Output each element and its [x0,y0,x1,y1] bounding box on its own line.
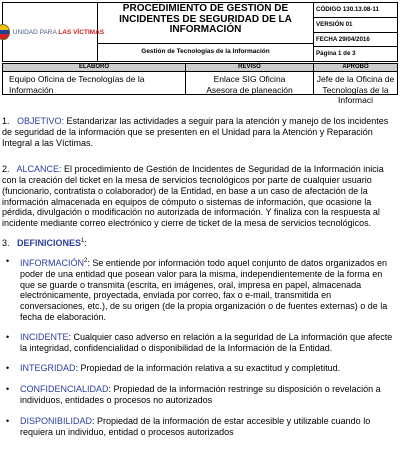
col-header-reviso: REVISÓ [186,64,314,71]
definition-term: DISPONIBILIDAD [20,416,93,426]
document-title: PROCEDIMIENTO DE GESTIÓN DE INCIDENTES DE SEGURIDAD DE LA INFORMACIÓN [98,3,313,44]
definition-text-line: fecha de elaboración. [20,311,107,322]
document-version: VERSIÓN 01 [314,18,397,33]
definition-text-line: la integridad, confidencialidad o disponibilidad de la Información de la Entidad. [20,342,333,353]
definition-term: INFORMACIÓN [20,258,84,268]
section-objetivo-body [2,127,398,149]
document-code: CÓDIGO 130.13.08-11 [314,3,397,18]
approval-header-row [3,64,397,72]
definition-text-line: que se guarde o transmita (escrita, en imágenes, oral, impresa en papel, almacenada [20,279,362,290]
bullet-icon: • [6,332,10,342]
definition-integridad [20,363,394,374]
unidad-victimas-logo [0,24,104,40]
section-text-line: Integral a las Víctimas. [2,137,94,148]
definition-text-line: electrónicamente, proyectada, enviada por correo, fax o e-mail, transmitida en [20,290,332,301]
section-text-line: Estandarizar las actividades a seguir para la atención y manejo de los incidentes [64,116,389,126]
section-number: 3. [2,238,18,248]
section-number: 2. [2,164,17,174]
section-text-line: (funcionario, contratista o colaborador) de la Entidad, en base a un caso de afectación de la [2,185,368,196]
section-title: OBJETIVO: [17,116,65,126]
section-text-line: información almacenada en equipos de cómputo o sistemas de información, que ocasione la [2,196,372,207]
cell-elaboro [3,72,186,94]
definition-text-line: : Propiedad de la información de estar accesible y utilizable cuando lo [92,416,371,426]
section-title-colon: : [84,238,87,248]
section-text-line: con la creación del ticket en la mesa de servicios tecnológicos por parte de cualquier usuario [2,175,372,185]
cell-reviso-line: Asesora de planeación [206,85,293,95]
definition-text-line: : Propiedad de la información relativa a su exactitud y completitud. [75,363,341,373]
definition-text-line: : Cualquier caso adverso en relación a la seguridad de La información que afecte [68,332,393,342]
document-header [2,2,398,62]
definition-text-line: individuos, entidades o procesos no autorizados [20,394,213,405]
title-cell [98,3,314,61]
bullet-icon: • [6,363,10,373]
cell-aprobo [314,72,397,105]
definition-term: INTEGRIDAD [20,363,76,373]
definition-text-line: : Propiedad de la información restringe su disposición o revelación a [108,384,381,394]
document-date: FECHA 29/04/2016 [314,33,397,48]
process-name: Gestión de Tecnologías de la Información [141,48,270,55]
approval-table [2,63,398,105]
colombia-seal-icon [0,24,10,40]
cell-reviso-line: Enlace SIG Oficina [213,74,286,84]
definition-informacion [20,256,394,323]
definition-term: INCIDENTE [20,332,69,342]
section-text-line: incidente mediante correo electrónico y cierre de ticket de la mesa de servicios tecnológicos. [2,218,372,229]
cell-aprobo-line: Jefe de la Oficina de [316,74,395,84]
section-title: ALCANCE: [16,164,62,174]
definition-incidente [20,332,394,354]
cell-reviso [186,72,314,94]
approval-body-row [3,72,397,105]
col-header-elaboro: ELABORÓ [3,64,186,71]
section-text-line: El procedimiento de Gestión de Incidentes de Seguridad de la Información inicia [61,164,384,174]
section-number: 1. [2,116,18,126]
footnote-ref: 2 [84,258,88,264]
definition-disponibilidad [20,416,394,438]
control-info-cell [314,3,397,61]
bullet-icon: • [6,384,10,394]
definition-text-line: : Se entiende por información todo aquel conjunto de datos organizados en [87,258,388,268]
section-text-line: de seguridad de la información que se presenten en el Unidad para la Atención y Reparación [2,127,373,137]
page-number: Página 1 de 3 [316,50,356,58]
cell-elaboro-line: Equipo Oficina de Tecnologías de la [9,74,145,84]
definition-confidencialidad [20,384,394,406]
section-objetivo-heading [2,116,388,127]
footnote-ref: 1 [81,238,85,244]
definition-text-line: conversaciones, etc.), de su origen (de la propia organización o de fuentes externas) o de la [20,301,388,312]
definition-text-line: requiera un individuo, entidad o procesos autorizados [20,426,234,437]
logo-text: UNIDAD PARA LAS VÍCTIMAS [12,28,105,36]
definition-text-line: poder de una entidad que posean valor para la misma, independientemente de la forma en [20,268,383,279]
definition-term: CONFIDENCIALIDAD [20,384,109,394]
logo-cell [3,3,105,61]
bullet-icon: • [6,416,10,426]
section-definiciones-heading [2,236,87,249]
col-header-aprobo: APROBÓ [342,64,369,70]
cell-elaboro-line: Información [9,85,54,95]
bullet-icon: • [6,256,10,266]
section-title: DEFINICIONES [17,238,82,248]
cell-aprobo-line: Tecnologías de la Informaci [322,85,389,105]
section-text-line: pérdida, divulgación o modificación no autorizada de información. Y finaliza con la respuesta al [2,207,380,218]
section-alcance-heading [2,164,384,175]
section-alcance-body [2,175,398,229]
